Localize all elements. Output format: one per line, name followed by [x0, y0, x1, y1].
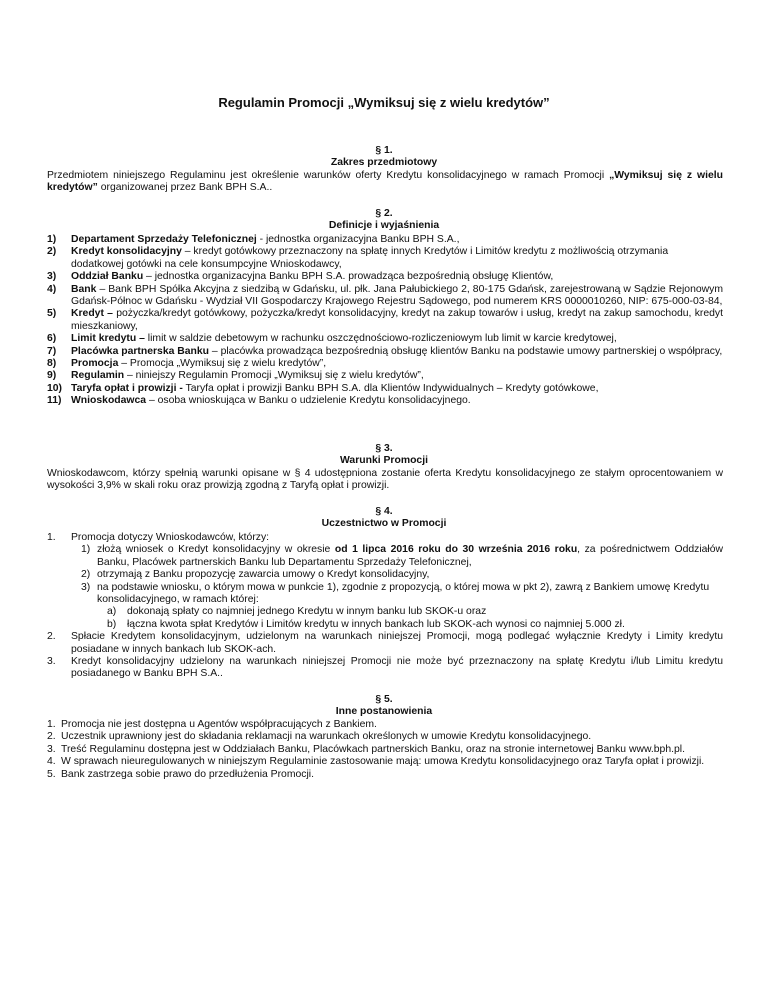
section-1-heading: [0, 145, 768, 170]
conditions-list: [71, 544, 723, 631]
definition-item: 6) Limit kredytu – limit w saldzie debetowym w rachunku oszczędnościowo-rozliczeniowym lub limit w karcie kredytowej,: [47, 333, 617, 345]
section-3-number: § 3.: [375, 443, 393, 454]
section-4-heading: [0, 506, 768, 531]
section-5-heading: [0, 694, 768, 719]
definition-item: 2) Kredyt konsolidacyjny – kredyt gotówkowy przeznaczony na spłatę innych Kredytów i Limitów kredytu z możliwością otrzymania dodatkowej gotówki na cele konsumpcyjne Wnioskodawcy,: [47, 246, 669, 270]
sub-condition-item: a) dokonają spłaty co najmniej jednego Kredytu w innym banku lub SKOK-u oraz: [107, 606, 487, 618]
definition-item: 7) Placówka partnerska Banku – placówka prowadząca bezpośrednią obsługę klientów Banku na podstawie umowy partnerskiej o współpracy,: [47, 345, 723, 357]
provision-item: 4. W sprawach nieuregulowanych w niniejszym Regulaminie zastosowanie mają: umowa Kredytu konsolidacyjnego oraz Taryfa opłat i prowizji.: [47, 756, 705, 768]
condition-item: 2) otrzymają z Banku propozycję zawarcia umowy o Kredyt konsolidacyjny,: [81, 569, 430, 581]
section-1-number: § 1.: [375, 145, 393, 156]
other-provisions-list: [47, 719, 723, 781]
section-2-heading: [0, 208, 768, 233]
definition-item: 8) Promocja – Promocja „Wymiksuj się z wielu kredytów”,: [47, 358, 327, 370]
section-4-title: Uczestnictwo w Promocji: [321, 518, 447, 530]
section-1-title: Zakres przedmiotowy: [330, 157, 438, 169]
section-3-text: Wnioskodawcom, którzy spełnią warunki opisane w § 4 udostępniona zostanie oferta Kredytu konsolidacyjnego ze stałym oprocentowaniem w wysokości 3,9% w skali roku oraz prowizją zgodną z Taryfą opłat i prowizji.: [47, 468, 723, 492]
promotion-name: „Wymiksuj się z wielu kredytów”: [47, 170, 723, 194]
section-3-heading: [0, 443, 768, 468]
participation-item-3: 3. Kredyt konsolidacyjny udzielony na warunkach niniejszej Promocji nie może być przeznaczony na spłatę Kredytu i/lub Limitu kredytu posiadanego w Banku BPH S.A..: [47, 656, 723, 680]
section-5-title: Inne postanowienia: [335, 706, 433, 718]
definition-item: 9) Regulamin – niniejszy Regulamin Promocji „Wymiksuj się z wielu kredytów”,: [47, 370, 424, 382]
section-2-title: Definicje i wyjaśnienia: [328, 220, 440, 232]
provision-item: 5. Bank zastrzega sobie prawo do przedłużenia Promocji.: [47, 768, 314, 780]
definition-item: 3) Oddział Banku – jednostka organizacyjna Banku BPH S.A. prowadząca bezpośrednią obsługę Klientów,: [47, 271, 554, 283]
provision-item: 1. Promocja nie jest dostępna u Agentów współpracujących z Bankiem.: [47, 719, 377, 730]
definition-item: 10) Taryfa opłat i prowizji - Taryfa opłat i prowizji Banku BPH S.A. dla Klientów Indywidualnych – Kredyty gotówkowe,: [47, 382, 599, 394]
promotion-period: od 1 lipca 2016 roku do 30 września 2016 roku: [334, 544, 578, 556]
condition-item: 3) na podstawie wniosku, o którym mowa w punkcie 1), zgodnie z propozycją, o której mowa w pkt 2), zawrą z Bankiem umowę Kredytu konsolidacyjnego, w ramach której: a) dokonają spłaty co najmniej jednego Kredytu w innym banku lub SKOK-u oraz b) łączna kwota spłat Kredytów i Limitów kredytu w innych bankach lub SKOK-ach wynosi co najmniej 5.000 zł.: [71, 582, 723, 632]
provision-item: 2. Uczestnik uprawniony jest do składania reklamacji na warunkach określonych w umowie Kredytu konsolidacyjnego.: [47, 731, 592, 743]
provision-item: 3. Treść Regulaminu dostępna jest w Oddziałach Banku, Placówkach partnerskich Banku, oraz na stronie internetowej Banku www.bph.pl.: [47, 743, 685, 755]
document-title: Regulamin Promocji „Wymiksuj się z wielu kredytów”: [218, 95, 550, 110]
section-4-number: § 4.: [375, 506, 393, 517]
participation-item-1: 1. Promocja dotyczy Wnioskodawców, którzy: 1) złożą wniosek o Kredyt konsolidacyjny w okresie od 1 lipca 2016 roku do 30 września 2016 roku, za pośrednictwem Oddziałów Banku, Placówek partnerskich Banku lub Departamentu Sprzedaży Telefonicznej, 2) otrzymają z Banku propozycję zawarcia umowy o Kredyt konsolidacyjny, 3) na podstawie wniosku, o którym mowa w punkcie 1), zgodnie z propozycją, o której mowa w pkt 2), zawrą z Bankiem umowę Kredytu konsolidacyjnego, w ramach której: a) dokonają spłaty co najmniej jednego Kredytu w innym banku lub SKOK-u oraz b) łączna kwota spłat Kredytów i Limitów kredytu w innych bankach lub SKOK-ach wynosi co najmniej 5.000 zł.: [47, 532, 724, 630]
definition-item: 5) Kredyt – pożyczka/kredyt gotówkowy, pożyczka/kredyt konsolidacyjny, kredyt na zakup towarów i usług, kredyt na zakup samochodu, kredyt mieszkaniowy,: [47, 308, 723, 332]
definition-item: 11) Wnioskodawca – osoba wnioskująca w Banku o udzielenie Kredytu konsolidacyjnego.: [47, 395, 471, 407]
definition-item: 1) Departament Sprzedaży Telefonicznej - jednostka organizacyjna Banku BPH S.A.,: [47, 234, 460, 245]
definition-item: 4) Bank – Bank BPH Spółka Akcyjna z siedzibą w Gdańsku, ul. płk. Jana Pałubickiego 2, 80-175 Gdańsk, zarejestrowaną w Sądzie Rejonowym Gdańsk-Północ w Gdańsku - Wydział VII Gospodarczy Krajowego Rejestru Sądowego, pod numerem KRS 0000010260, NIP: 675-000-03-84,: [47, 283, 723, 308]
sub-condition-item: b) łączna kwota spłat Kredytów i Limitów kredytu w innych bankach lub SKOK-ach wynosi co najmniej 5.000 zł.: [107, 618, 625, 630]
section-2-number: § 2.: [375, 208, 393, 219]
sub-conditions-list: [97, 606, 723, 631]
definitions-list: [47, 234, 723, 408]
condition-item: 1) złożą wniosek o Kredyt konsolidacyjny w okresie od 1 lipca 2016 roku do 30 września 2016 roku, za pośrednictwem Oddziałów Banku, Placówek partnerskich Banku lub Departamentu Sprzedaży Telefonicznej,: [81, 544, 724, 568]
participation-item-2: 2. Spłacie Kredytem konsolidacyjnym, udzielonym na warunkach niniejszej Promocji, mogą podlegać wyłącznie Kredyty i Limity kredytu posiadane w innych bankach lub SKOK-ach.: [47, 631, 723, 655]
section-5-number: § 5.: [375, 694, 393, 705]
section-1-text: Przedmiotem niniejszego Regulaminu jest określenie warunków oferty Kredytu konsolidacyjnego w ramach Promocji „Wymiksuj się z wielu kredytów” organizowanej przez Bank BPH S.A..: [47, 170, 723, 194]
participation-list: [47, 532, 723, 681]
section-3-title: Warunki Promocji: [340, 455, 428, 467]
